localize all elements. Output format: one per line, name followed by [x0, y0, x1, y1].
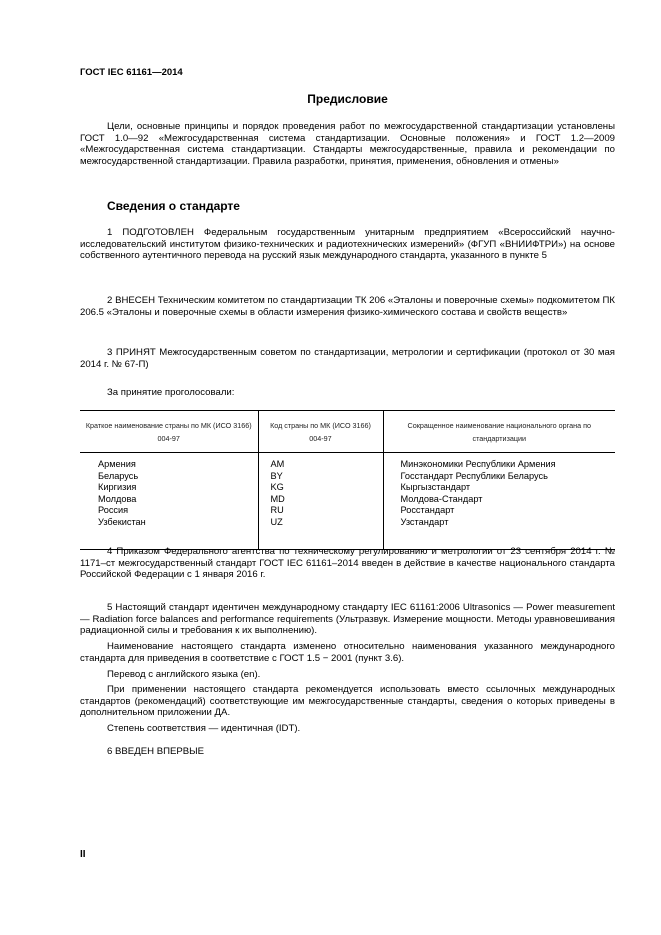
- table-cell: Киргизия: [98, 482, 137, 493]
- table-cell: BY: [270, 470, 283, 481]
- table-cell: Беларусь: [98, 470, 139, 481]
- table-cell: Кыргызстандарт: [400, 482, 471, 493]
- table-cell: Узбекистан: [98, 516, 146, 527]
- paragraph-1: 1 ПОДГОТОВЛЕН Федеральным государственным унитарным предприятием «Всероссийский научно-исследовательский институтом физико-технических и радиотехнических измерений» (ФГУП «ВНИИФТРИ») на основе собственного аутентичного перевода на русский язык международного стандарта, указанного в пункте 5: [80, 227, 615, 262]
- page-title: Предисловие: [307, 92, 388, 106]
- table-cell: KG: [270, 482, 284, 493]
- paragraph-2: 2 ВНЕСЕН Техническим комитетом по стандартизации ТК 206 «Эталоны и поверочные схемы» подкомитетом ПК 206.5 «Эталоны и поверочные схемы в области измерения физико-химического состава и свойств веществ»: [80, 295, 615, 318]
- table-cell: Госстандарт Республики Беларусь: [400, 470, 548, 481]
- paragraph-6: 6 ВВЕДЕН ВПЕРВЫЕ: [107, 746, 205, 757]
- table-cell: UZ: [270, 516, 283, 527]
- table-body-row: [80, 453, 615, 550]
- column-header-code: Код страны по МК (ИСО 3166) 004-97: [258, 411, 383, 453]
- table-cell: Россия: [98, 505, 129, 516]
- table-cell: MD: [270, 493, 285, 504]
- table-cell: Молдова-Стандарт: [400, 493, 483, 504]
- table-cell: Армения: [98, 459, 136, 469]
- code-column: [258, 453, 383, 550]
- body-column: [383, 453, 615, 550]
- voting-table: [80, 410, 615, 550]
- table-cell: Узстандарт: [400, 516, 449, 527]
- table-cell: Росстандарт: [400, 505, 455, 516]
- paragraph-3: 3 ПРИНЯТ Межгосударственным советом по стандартизации, метрологии и сертификации (протокол от 30 мая 2014 г. № 67-П): [80, 347, 615, 370]
- section-title: Сведения о стандарте: [107, 199, 240, 213]
- paragraph-5-references: При применении настоящего стандарта рекомендуется использовать вместо ссылочных международных стандартов (рекомендаций) соответствующие им межгосударственные стандарты, сведения о которых приведены в дополнительном приложении ДА.: [80, 684, 615, 719]
- paragraph-5: 5 Настоящий стандарт идентичен международному стандарту IEC 61161:2006 Ultrasonics — Power measurement — Radiation force balances and performance requirements (Ультразвук. Измерение мощности. Методы уравновешивания радиационной силы и требования к их выполнению).: [80, 602, 615, 637]
- table-cell: Молдова: [98, 493, 137, 504]
- page-number: II: [80, 849, 86, 860]
- table-cell: RU: [270, 505, 284, 516]
- paragraph-5-conformity: Степень соответствия — идентичная (IDT).: [107, 723, 301, 734]
- paragraph-5-translation: Перевод с английского языка (en).: [107, 669, 261, 680]
- paragraph-5-name-change: Наименование настоящего стандарта изменено относительно наименования указанного международного стандарта для приведения в соответствие с ГОСТ 1.5 − 2001 (пункт 3.6).: [80, 641, 615, 664]
- column-header-body: Сокращенное наименование национального органа по стандартизации: [383, 411, 615, 453]
- table-cell: Минэкономики Республики Армения: [400, 459, 556, 469]
- column-header-country: Краткое наименование страны по МК (ИСО 3166) 004-97: [80, 411, 258, 453]
- document-header: ГОСТ IEC 61161—2014: [80, 67, 183, 78]
- table-header-row: [80, 411, 615, 453]
- country-column: [80, 453, 258, 550]
- intro-paragraph: Цели, основные принципы и порядок проведения работ по межгосударственной стандартизации установлены ГОСТ 1.0—92 «Межгосударственная система стандартизации. Основные положения» и ГОСТ 1.2—2009 «Межгосударственная система стандартизации. Стандарты межгосударственные, правила и рекомендации по межгосударственной стандартизации. Правила разработки, принятия, применения, обновления и отмены»: [80, 121, 615, 168]
- table-cell: AM: [270, 459, 285, 469]
- paragraph-4: 4 Приказом Федерального агентства по техническому регулированию и метрологии от 23 сентября 2014 г. № 1171–ст межгосударственный стандарт ГОСТ IEC 61161–2014 введен в действие в качестве национального стандарта Российской Федерации с 1 января 2016 г.: [80, 546, 615, 581]
- vote-intro: За принятие проголосовали:: [107, 387, 235, 398]
